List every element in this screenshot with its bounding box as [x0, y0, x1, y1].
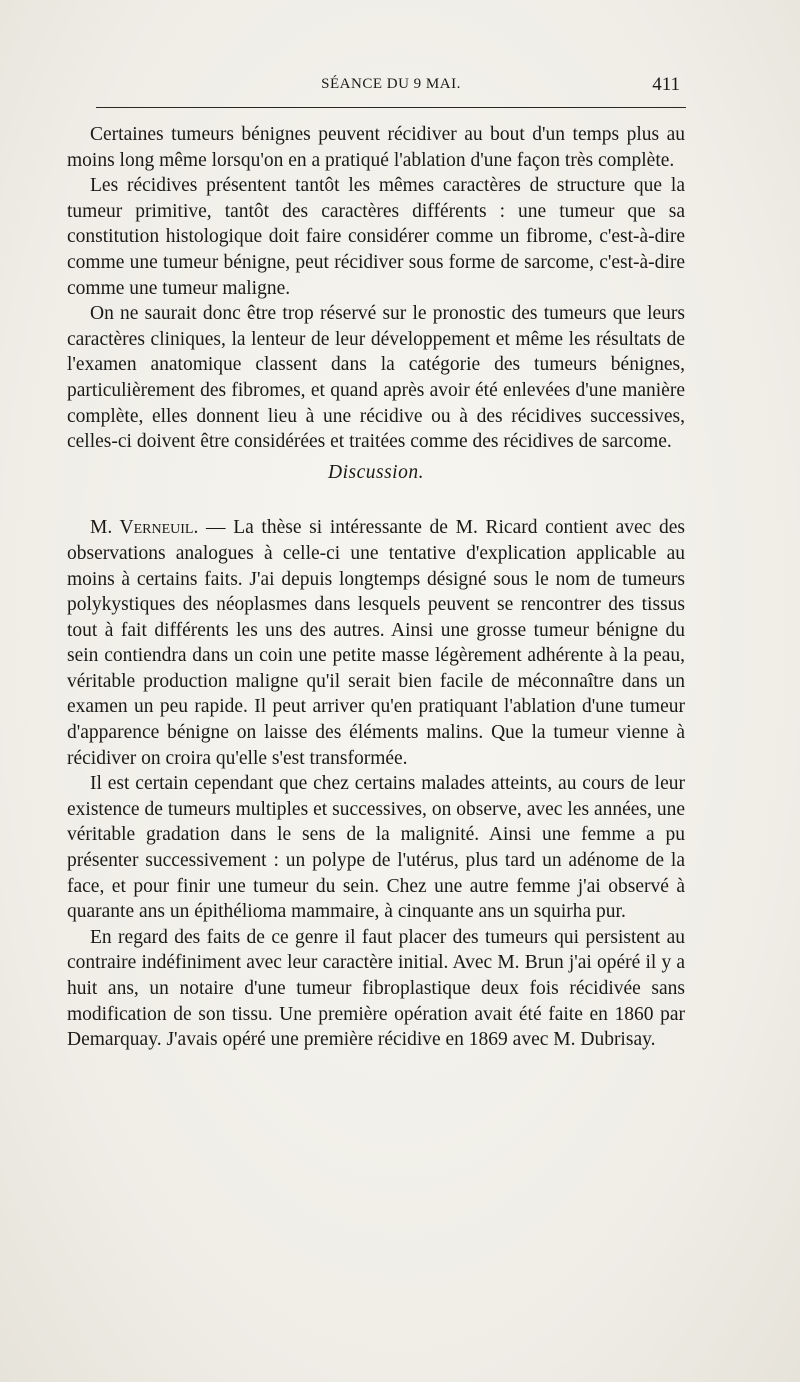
- discussion-paragraph-1: [67, 515, 685, 771]
- section-heading: Discussion.: [328, 461, 424, 483]
- paragraph-2: Les récidives présentent tantôt les mêmes caractères de structure que la tumeur primitive, tantôt des caractères différents : une tumeur que sa constitution histologique doit faire considérer comme un fibrome, c'est-à-dire comme une tumeur bénigne, peut récidiver sous forme de sarcome, c'est-à-dire comme une tumeur maligne.: [67, 175, 685, 299]
- page-header: [96, 76, 686, 100]
- discussion-paragraph-3: En regard des faits de ce genre il faut placer des tumeurs qui persistent au contraire indéfiniment avec leur caractère initial. Avec M. Brun j'ai opéré il y a huit ans, un notaire d'une tumeur fibroplastique deux fois récidivée sans modification de son tissu. Une première opération avait été faite en 1860 par Demarquay. J'avais opéré une première récidive en 1869 avec M. Dubrisay.: [67, 926, 685, 1051]
- discussion-paragraph-1-text: — La thèse si intéressante de M. Ricard contient avec des observations analogues à celle-ci une tentative d'explication applicable au moins à certains faits. J'ai depuis longtemps désigné sous le nom de tumeurs polykystiques des néoplasmes dans lesquels peuvent se rencontrer des tissus tout à fait différents les uns des autres. Ainsi une grosse tumeur bénigne du sein contiendra dans un coin une petite masse légèrement adhérente à la peau, véritable production maligne qu'il serait bien facile de méconnaître dans un examen un peu rapide. Il peut arriver qu'en pratiquant l'ablation d'une tumeur d'apparence bénigne on laisse des éléments malins. Que la tumeur vienne à récidiver on croira qu'elle s'est transformée.: [67, 517, 685, 769]
- speaker-name: M. Verneuil.: [90, 517, 199, 539]
- header-rule: [96, 107, 686, 108]
- discussion-paragraph-2: Il est certain cependant que chez certains malades atteints, au cours de leur existence de tumeurs multiples et successives, on observe, avec les années, une véritable gradation dans le sens de la malignité. Ainsi une femme a pu présenter successivement : un polype de l'utérus, plus tard un adénome de la face, et pour finir une tumeur du sein. Chez une autre femme j'ai observé à quarante ans un épithélioma mammaire, à cinquante ans un squirha pur.: [67, 773, 685, 923]
- paragraph-1: Certaines tumeurs bénignes peuvent récidiver au bout d'un temps plus au moins long même lorsqu'on en a pratiqué l'ablation d'une façon très complète.: [67, 124, 685, 171]
- running-title: SÉANCE DU 9 MAI.: [321, 76, 461, 92]
- body-text: [67, 122, 685, 1053]
- page-number: 411: [652, 74, 680, 95]
- paragraph-3: On ne saurait donc être trop réservé sur le pronostic des tumeurs que leurs caractères cliniques, la lenteur de leur développement et même les résultats de l'examen anatomique classent dans la catégorie des tumeurs bénignes, particulièrement des fibromes, et quand après avoir été enlevées d'une manière complète, elles donnent lieu à une récidive ou à des récidives successives, celles-ci doivent être considérées et traitées comme des récidives de sarcome.: [67, 303, 685, 453]
